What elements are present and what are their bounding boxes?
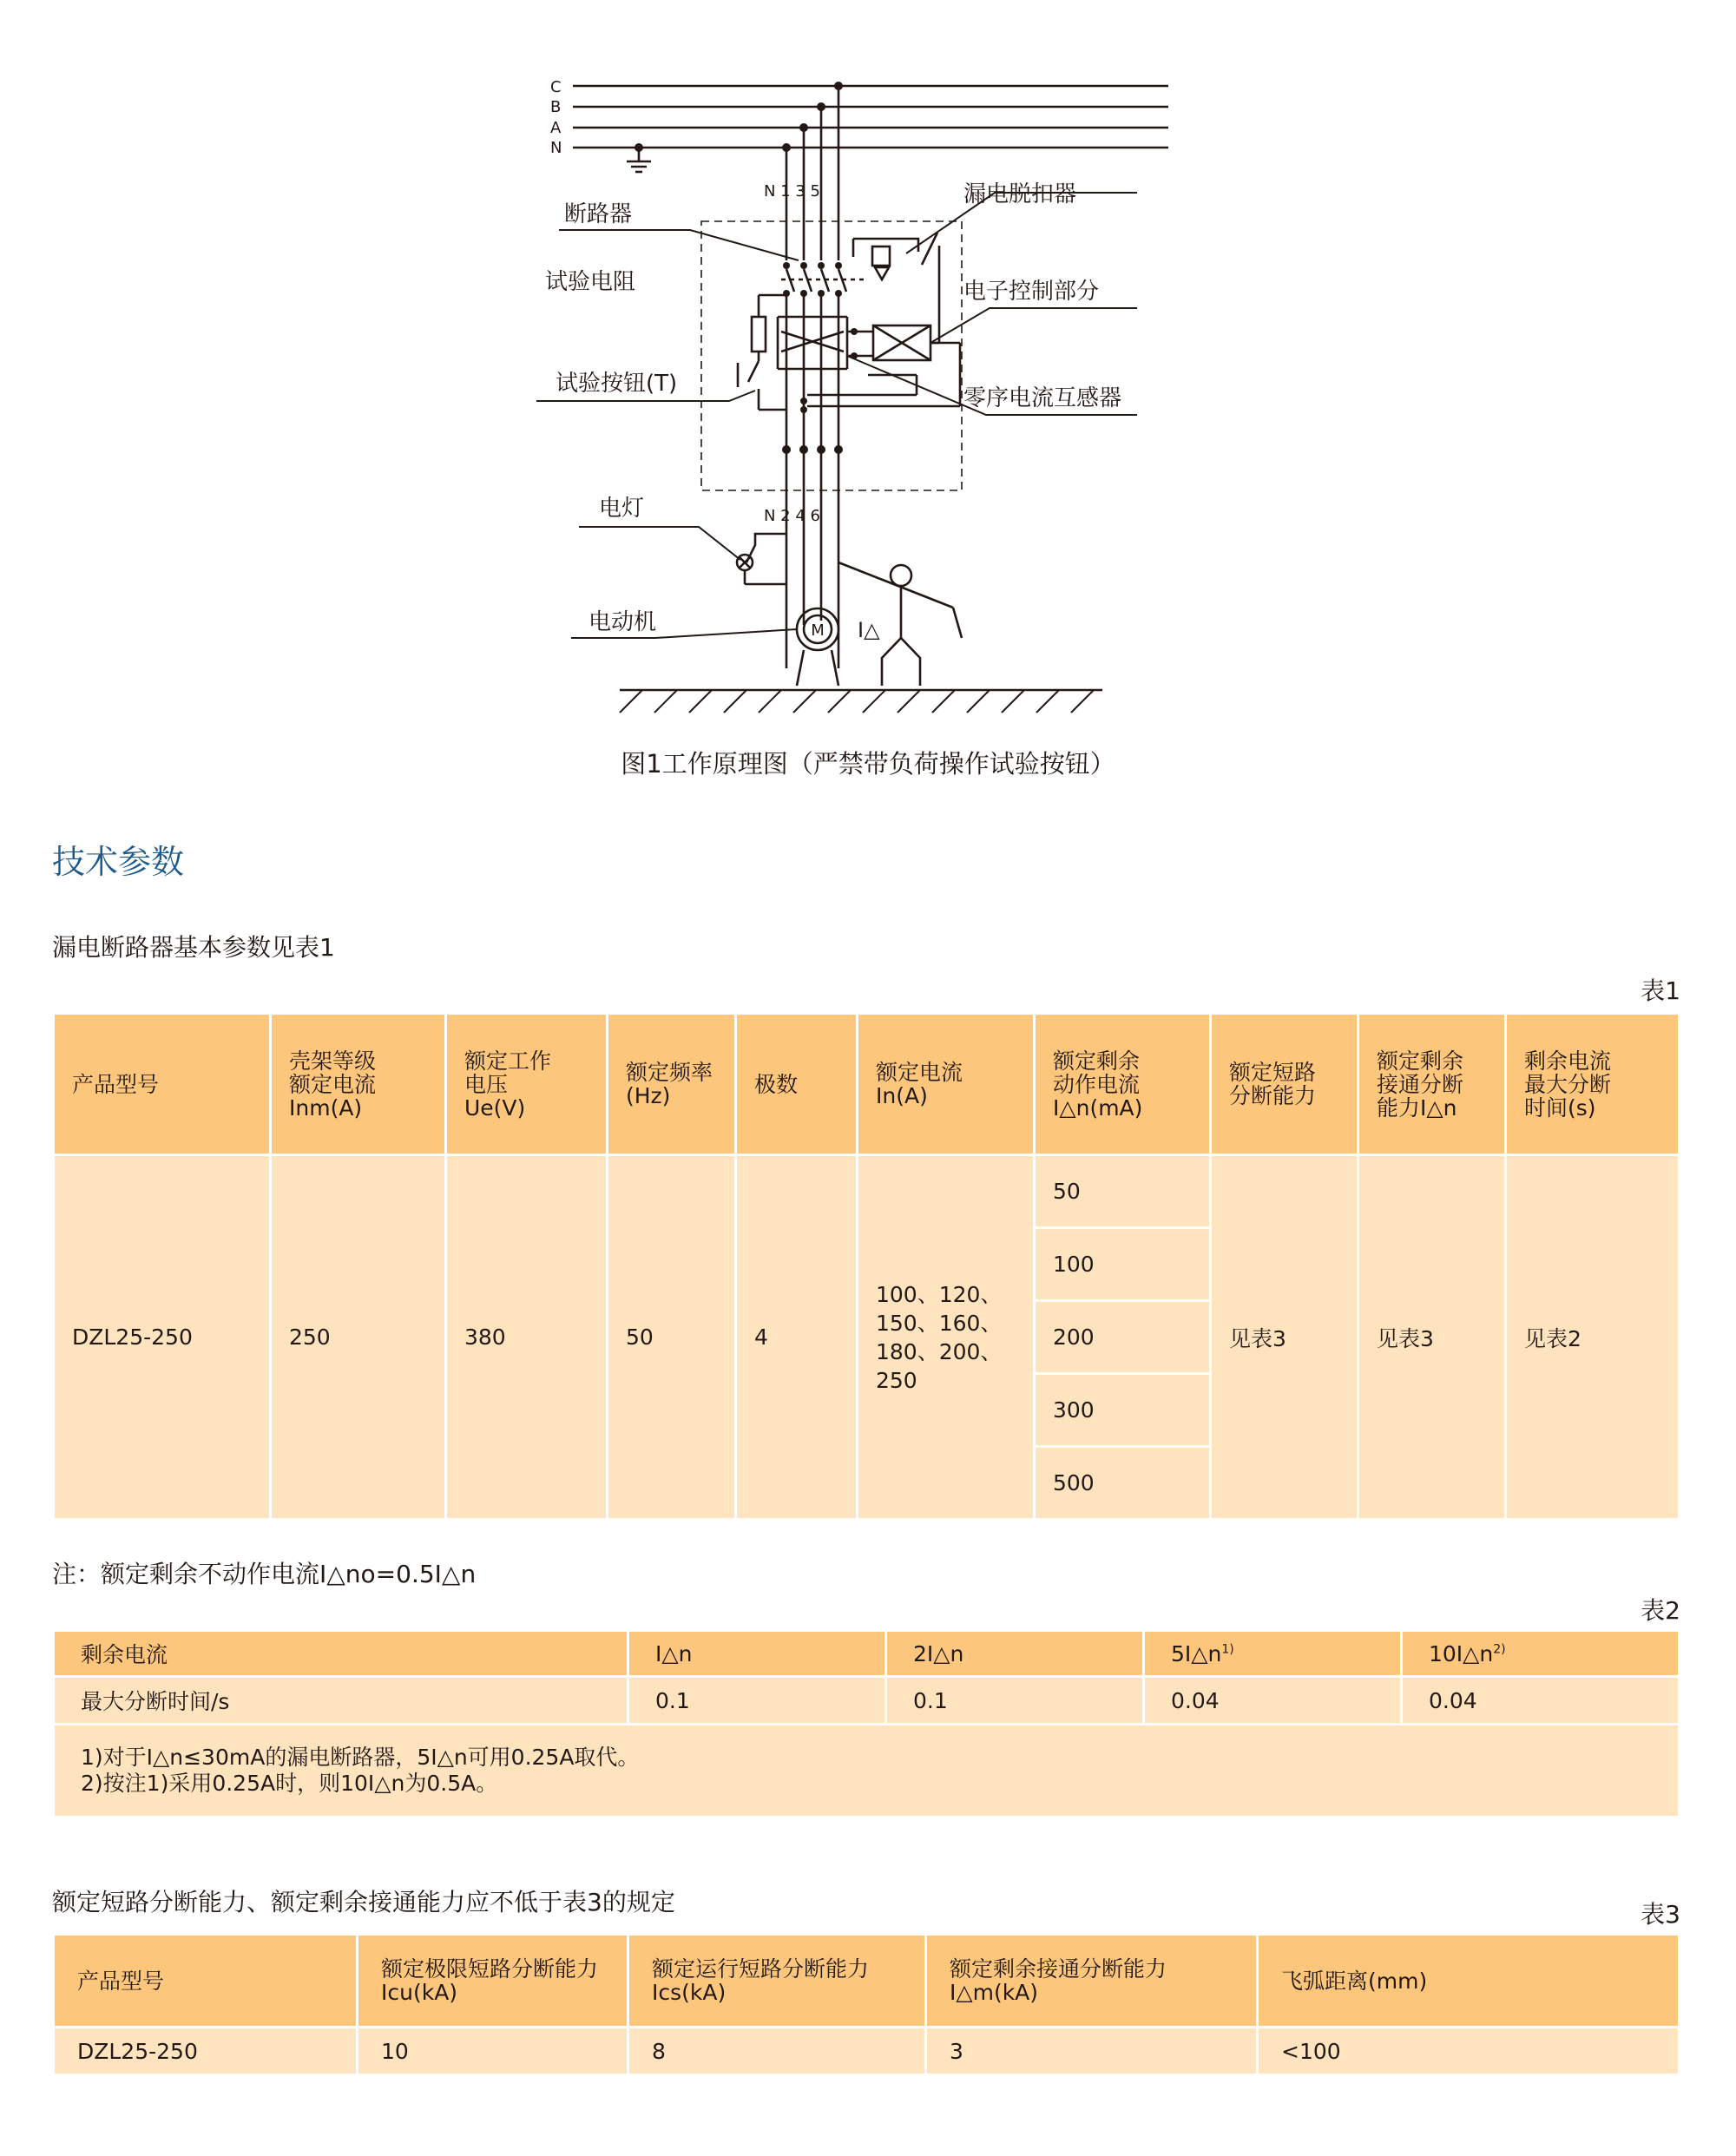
table2-value: 0.04 <box>1402 1677 1680 1725</box>
table1-header-cell: 剩余电流 最大分断 时间(s) <box>1506 1014 1680 1155</box>
table2-label: 表2 <box>1641 1596 1680 1625</box>
table3-cell: DZL25-250 <box>54 2028 358 2075</box>
table3-header-row <box>54 1935 1680 2028</box>
bus-label-b: B <box>550 98 562 116</box>
table3 <box>52 1933 1680 2076</box>
table1-note: 注：额定剩余不动作电流I△no=0.5I△n <box>52 1560 477 1588</box>
table1-freq: 50 <box>608 1155 736 1520</box>
test-button-contact <box>748 361 759 382</box>
footnote-marker: 1) <box>1221 1642 1234 1657</box>
table3-cell: 3 <box>926 2028 1258 2075</box>
table2-value: 0.04 <box>1144 1677 1402 1725</box>
person-head <box>891 565 911 586</box>
table1-residual-current: 50 <box>1035 1155 1211 1228</box>
table2-notes-row <box>54 1725 1680 1817</box>
table1-header-cell: 额定电流 In(A) <box>858 1014 1035 1155</box>
section-title: 技术参数 <box>52 843 185 881</box>
table2-header-row <box>54 1631 1680 1677</box>
table1-inm: 250 <box>271 1155 446 1520</box>
top-terminal-labels: N 1 3 5 <box>764 182 820 200</box>
table1-header-row <box>54 1014 1680 1155</box>
table3-cell: 10 <box>358 2028 628 2075</box>
table1-header-cell: 极数 <box>736 1014 858 1155</box>
table1-residual-current: 300 <box>1035 1374 1211 1447</box>
table2-note: 2)按注1)采用0.25A时，则10I△n为0.5A。 <box>81 1771 498 1796</box>
table1-max-break-time: 见表2 <box>1506 1155 1680 1520</box>
table1-header-cell: 额定工作 电压 Ue(V) <box>446 1014 608 1155</box>
table1-model: DZL25-250 <box>54 1155 271 1520</box>
table1-header-cell: 产品型号 <box>54 1014 271 1155</box>
table1-ue: 380 <box>446 1155 608 1520</box>
table2-header-cell: 2I△n <box>886 1631 1144 1677</box>
table3-header-cell: 飞弧距离(mm) <box>1258 1935 1680 2028</box>
label-breaker: 断路器 <box>564 201 633 227</box>
table2-value-row <box>54 1677 1680 1725</box>
table1-in: 100、120、 150、160、 180、200、 250 <box>858 1155 1035 1520</box>
table1-data-row <box>54 1155 1680 1228</box>
table2-note: 1)对于I△n≤30mA的漏电断路器，5I△n可用0.25A取代。 <box>81 1745 640 1770</box>
table2-value: 0.1 <box>628 1677 886 1725</box>
working-principle-diagram <box>0 0 1736 729</box>
table1-residual-current: 100 <box>1035 1228 1211 1301</box>
bus-label-a: A <box>550 119 562 137</box>
table3-cell: <100 <box>1258 2028 1680 2075</box>
table1-intro: 漏电断路器基本参数见表1 <box>52 933 335 962</box>
table2 <box>52 1629 1680 1818</box>
table2-header-title: 剩余电流 <box>54 1631 628 1677</box>
table1-header-cell: 额定短路 分断能力 <box>1211 1014 1358 1155</box>
label-electronic-control: 电子控制部分 <box>963 279 1100 305</box>
table3-header-cell: 额定运行短路分断能力 Ics(kA) <box>628 1935 926 2028</box>
table1-residual-current: 200 <box>1035 1301 1211 1374</box>
label-test-button: 试验按钮(T) <box>556 371 678 397</box>
table1-header-cell: 额定剩余 接通分断 能力I△n <box>1358 1014 1506 1155</box>
table1-label: 表1 <box>1641 976 1680 1005</box>
label-residual-current: I△ <box>858 618 880 642</box>
label-zero-sequence-ct: 零序电流互感器 <box>963 385 1122 411</box>
table1-short-circuit: 见表3 <box>1211 1155 1358 1520</box>
motor-letter: M <box>811 621 825 640</box>
bus-label-c: C <box>550 78 562 96</box>
label-test-resistor: 试验电阻 <box>545 269 636 295</box>
table1-poles: 4 <box>736 1155 858 1520</box>
table2-value: 0.1 <box>886 1677 1144 1725</box>
table3-header-cell: 产品型号 <box>54 1935 358 2028</box>
table1-header-cell: 额定剩余 动作电流 I△n(mA) <box>1035 1014 1211 1155</box>
table3-intro: 额定短路分断能力、额定剩余接通能力应不低于表3的规定 <box>52 1888 675 1916</box>
table2-header-cell: I△n <box>628 1631 886 1677</box>
table2-header-cell: $10I\triangle n^{2)}$ <box>1402 1631 1680 1677</box>
table1-header-cell: 额定频率 (Hz) <box>608 1014 736 1155</box>
table2-header-cell: $5I\triangle n^{1)}$ <box>1144 1631 1402 1677</box>
table2-row-title: 最大分断时间/s <box>54 1677 628 1725</box>
table2-notes <box>54 1725 1680 1817</box>
footnote-marker: 2) <box>1493 1642 1506 1657</box>
table1 <box>52 1012 1680 1521</box>
bus-label-n: N <box>550 139 562 157</box>
label-motor: 电动机 <box>589 609 657 635</box>
table1-header-cell: 壳架等级 额定电流 Inm(A) <box>271 1014 446 1155</box>
diagram-caption: 图1工作原理图（严禁带负荷操作试验按钮） <box>621 749 1115 779</box>
bottom-terminal-labels: N 2 4 6 <box>764 507 820 525</box>
table1-make-break: 见表3 <box>1358 1155 1506 1520</box>
table3-cell: 8 <box>628 2028 926 2075</box>
trip-relay <box>872 246 890 266</box>
table3-header-cell: 额定极限短路分断能力 Icu(kA) <box>358 1935 628 2028</box>
label-lamp: 电灯 <box>599 496 645 522</box>
table3-header-cell: 额定剩余接通分断能力 I△m(kA) <box>926 1935 1258 2028</box>
test-resistor <box>752 317 766 352</box>
table1-residual-current: 500 <box>1035 1447 1211 1520</box>
label-trip-unit: 漏电脱扣器 <box>963 181 1077 207</box>
table3-data-row <box>54 2028 1680 2075</box>
table3-label: 表3 <box>1641 1900 1680 1929</box>
